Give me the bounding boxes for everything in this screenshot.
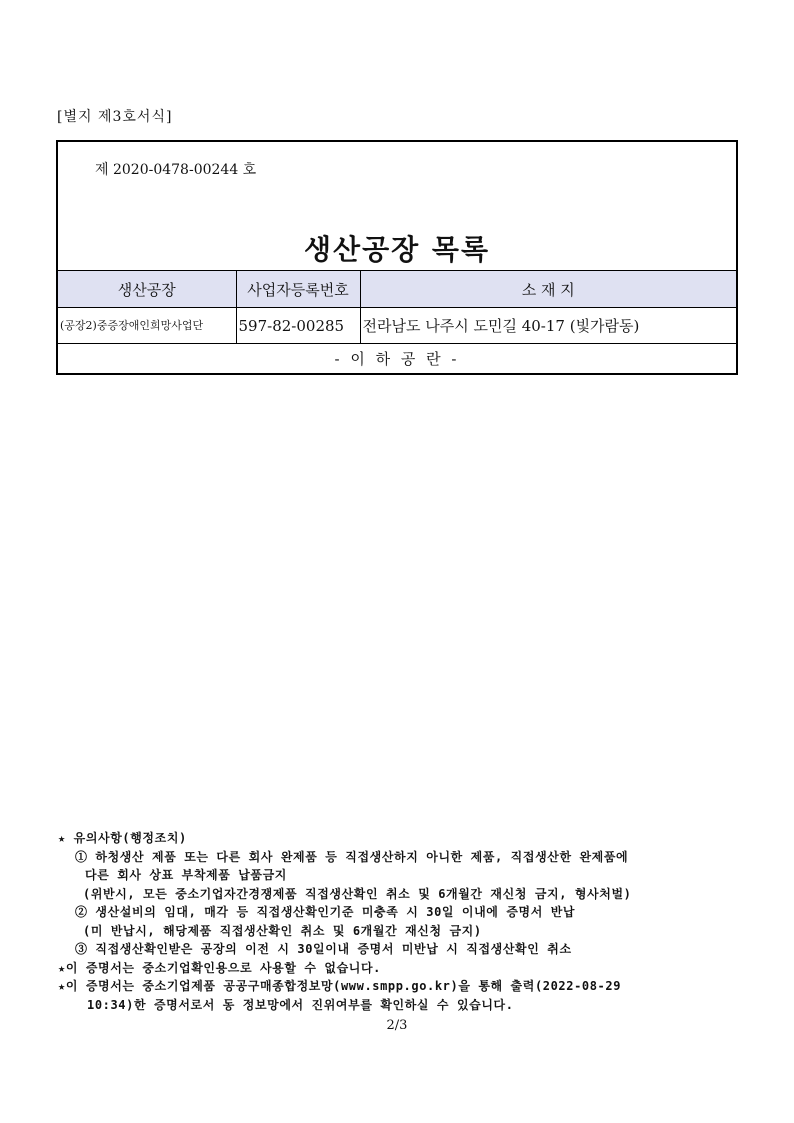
page-number: 2/3 <box>386 1018 408 1033</box>
note-item-2-line-1: ② 생산설비의 임대, 매각 등 직접생산확인기준 미충족 시 30일 이내에 증명서 반납 <box>75 905 576 919</box>
certificate-number: 제 2020-0478-00244 호 <box>95 162 257 178</box>
table-row <box>58 308 736 344</box>
header-address: 소 재 지 <box>360 271 736 308</box>
header-business-number: 사업자등록번호 <box>236 271 360 308</box>
note-item-3-line-1: ③ 직접생산확인받은 공장의 이전 시 30일이내 증명서 미반납 시 직접생산확인 취소 <box>75 942 572 956</box>
note-item-1-line-2: 다른 회사 상표 부착제품 납품금지 <box>85 868 287 882</box>
note-b-line-2: 10:34)한 증명서로서 동 정보망에서 진위여부를 확인하실 수 있습니다. <box>87 997 514 1012</box>
certificate-frame <box>56 140 738 375</box>
table-header-row <box>58 271 736 308</box>
note-item-1-line-3: (위반시, 모든 중소기업자간경쟁제품 직접생산확인 취소 및 6개월간 재신청 금지, 형사처벌) <box>83 886 632 901</box>
header-factory: 생산공장 <box>58 271 236 308</box>
factory-name-cell: (공장2)중증장애인희망사업단 <box>58 308 236 344</box>
form-label: [별지 제3호서식] <box>57 109 173 125</box>
document-title: 생산공장 목록 <box>303 233 491 266</box>
note-a: ★이 증명서는 중소기업확인용으로 사용할 수 없습니다. <box>58 960 381 975</box>
address-cell: 전라남도 나주시 도민길 40-17 (빛가람동) <box>360 308 736 344</box>
note-item-2-line-2: (미 반납시, 해당제품 직접생산확인 취소 및 6개월간 재신청 금지) <box>83 923 482 938</box>
business-number-cell: 597-82-00285 <box>236 308 360 344</box>
factory-table <box>58 270 736 373</box>
end-marker: - 이 하 공 란 - <box>58 344 736 374</box>
note-b-line-1: ★이 증명서는 중소기업제품 공공구매종합정보망(www.smpp.go.kr)을 통해 출력(2022-08-29 <box>58 979 622 993</box>
table-end-row <box>58 344 736 374</box>
notes-heading: ★ 유의사항(행정조치) <box>58 831 187 845</box>
notes-section <box>58 829 758 1014</box>
note-item-1-line-1: ① 하청생산 제품 또는 다른 회사 완제품 등 직접생산하지 아니한 제품, 직접생산한 완제품에 <box>75 849 629 864</box>
